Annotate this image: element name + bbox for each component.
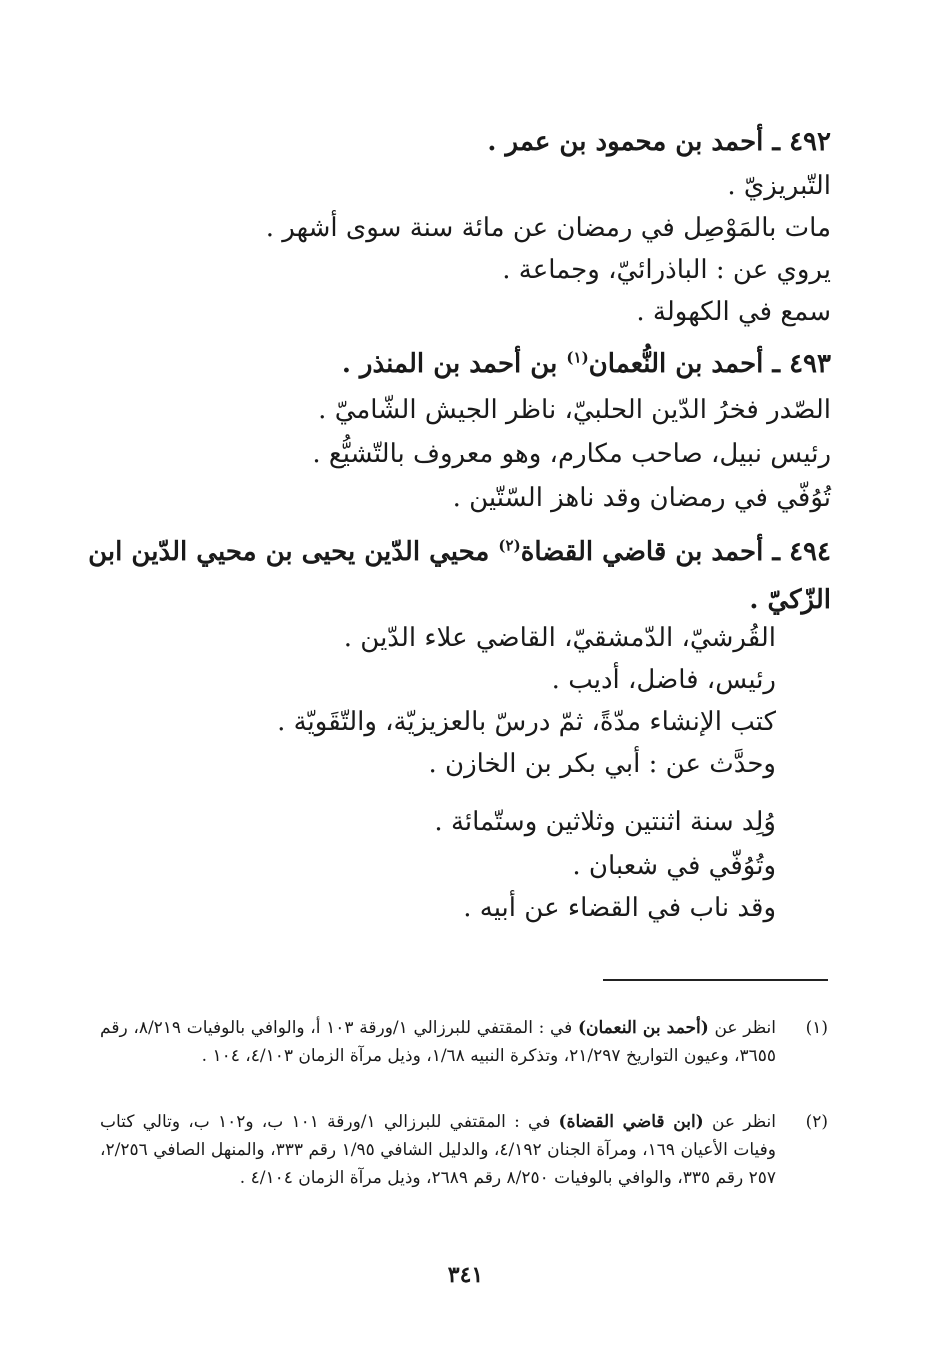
entry-493-line: رئيس نبيل، صاحب مكارم، وهو معروف بالتّشيُّع . [312,439,831,469]
entry-name-cont: محيي الدّين يحيى بن محيي الدّين ابن [88,537,490,567]
footnote-number: (٢) [805,1112,828,1132]
entry-492-line: التّبريزيّ . [727,171,831,201]
entry-493-line: تُوُفّي في رمضان وقد ناهز السّتّين . [452,483,831,513]
entry-494-heading-cont: الزّكيّ . [749,585,831,615]
entry-number: ٤٩٤ ـ [772,537,831,567]
page-number: ٣٤١ [447,1262,484,1288]
entry-name: أحمد بن النُّعمان [588,349,764,379]
footnote-lead: (أحمد بن النعمان) [577,1018,709,1038]
entry-494-line: وتُوُفّي في شعبان . [572,851,776,881]
entry-493-line: الصّدر فخرُ الدّين الحلبيّ، ناظر الجيش الشّاميّ . [318,395,831,425]
entry-494-line: وُلِد سنة اثنتين وثلاثين وستّمائة . [434,807,776,837]
entry-492-line: يروي عن : الباذرائيّ، وجماعة . [502,255,831,285]
entry-494-line: وحدَّث عن : أبي بكر بن الخازن . [428,749,776,779]
entry-494-line: كتب الإنشاء مدّةً، ثمّ درسّ بالعزيزيّة، والتّقَويّة . [277,707,776,737]
footnote-mark: (١) [566,348,589,367]
entry-number: ٤٩٢ ـ [772,127,831,157]
footnote-number: (١) [805,1018,828,1038]
entry-name: أحمد بن محمود بن عمر . [487,127,764,157]
footnote-pre: انظر عن [711,1112,777,1132]
entry-number: ٤٩٣ ـ [772,349,831,379]
footnote-lead: (ابن قاضي القضاة) [558,1112,704,1132]
entry-492-line: سمع في الكهولة . [636,297,831,327]
entry-name: أحمد بن قاضي القضاة [520,537,764,567]
entry-494-line: وقد ناب في القضاء عن أبيه . [463,893,776,923]
entry-492-heading [487,124,831,160]
footnote-separator [603,979,828,981]
footnote-mark: (٢) [498,536,521,555]
entry-492-line: مات بالمَوْصِل في رمضان عن مائة سنة سوى أشهر . [265,213,831,243]
entry-494-heading [88,534,831,570]
entry-name-cont: بن أحمد بن المنذر . [341,349,558,379]
entry-494-line: القُرشيّ، الدّمشقيّ، القاضي علاء الدّين . [343,623,776,653]
footnote-1 [100,1014,828,1070]
footnote-2 [100,1108,828,1192]
entry-493-heading [342,346,831,382]
footnote-pre: انظر عن [714,1018,776,1038]
footnote-text: في : المقتفي للبرزالي ١/ورقة ١٠٣ أ، والوافي بالوفيات ٨/٢١٩، رقم ٣٦٥٥، وعيون التواريخ ٢١/٢٩٧، وتذكرة النبيه ١/٦٨، وذيل مرآة الزمان ٤/١٠٣، ١٠٤ . [100,1018,776,1066]
footnote-text: في : المقتفي للبرزالي ١/ورقة ١٠١ ب، و١٠٢ ب، وتالي كتاب وفيات الأعيان ١٦٩، ومرآة الجنان ٤/١٩٢، والدليل الشافي ١/٩٥ رقم ٣٣٣، والمنهل الصافي ٢/٢٥٦، ٢٥٧ رقم ٣٣٥، والوافي بالوفيات ٨/٢٥٠ رقم ٢٦٨٩، وذيل مرآة الزمان ٤/١٠٤ . [100,1112,776,1188]
entry-494-line: رئيس، فاضل، أديب . [551,665,776,695]
